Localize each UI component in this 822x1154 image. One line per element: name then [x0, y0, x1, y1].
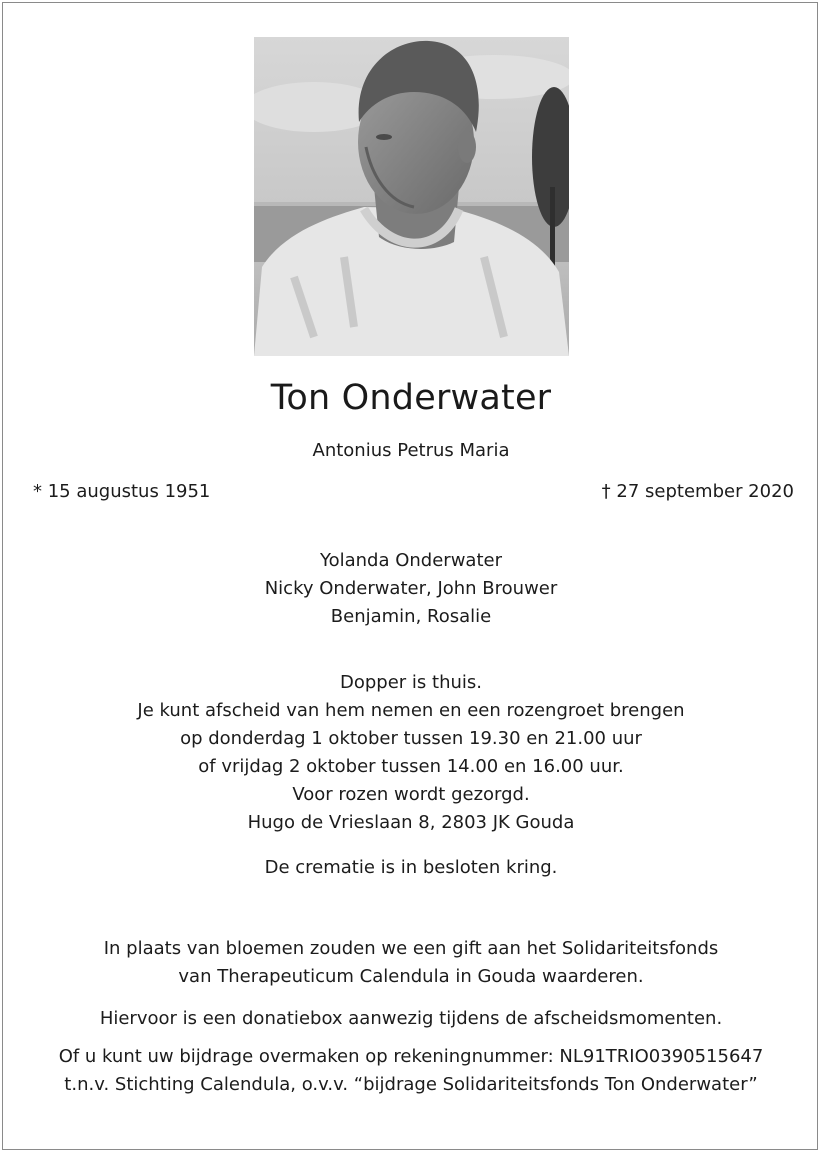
- given-names: Antonius Petrus Maria: [312, 440, 510, 461]
- gift-line: van Therapeuticum Calendula in Gouda waarderen.: [178, 966, 644, 987]
- gift-line: In plaats van bloemen zouden we een gift aan het Solidariteitsfonds: [103, 938, 719, 959]
- gift-request: [0, 935, 822, 991]
- donation-box-line: Hiervoor is een donatiebox aanwezig tijdens de afscheidsmomenten.: [99, 1008, 723, 1029]
- bank-line: t.n.v. Stichting Calendula, o.v.v. “bijdrage Solidariteitsfonds Ton Onderwater”: [64, 1074, 758, 1095]
- donation-box-note: [0, 1005, 822, 1033]
- bank-line: Of u kunt uw bijdrage overmaken op rekeningnummer: NL91TRIO0390515647: [58, 1046, 764, 1067]
- visit-info: [0, 669, 822, 837]
- deceased-name: Ton Onderwater: [270, 378, 552, 418]
- visit-address: Hugo de Vrieslaan 8, 2803 JK Gouda: [247, 812, 575, 833]
- family-line: Benjamin, Rosalie: [330, 606, 492, 627]
- family-line: Nicky Onderwater, John Brouwer: [264, 578, 558, 599]
- death-date: † 27 september 2020: [601, 481, 794, 502]
- birth-date: * 15 augustus 1951: [33, 481, 211, 502]
- bank-details: [0, 1043, 822, 1099]
- visit-line: op donderdag 1 oktober tussen 19.30 en 21.00 uur: [180, 728, 642, 749]
- visit-line: Voor rozen wordt gezorgd.: [292, 784, 530, 805]
- family-list: [0, 547, 822, 631]
- portrait-photo: [254, 37, 569, 356]
- visit-line: Je kunt afscheid van hem nemen en een rozengroet brengen: [137, 700, 685, 721]
- cremation-line: De crematie is in besloten kring.: [264, 857, 558, 878]
- visit-line: Dopper is thuis.: [340, 672, 482, 693]
- family-line: Yolanda Onderwater: [320, 550, 502, 571]
- visit-line: of vrijdag 2 oktober tussen 14.00 en 16.00 uur.: [198, 756, 624, 777]
- cremation-note: [0, 854, 822, 882]
